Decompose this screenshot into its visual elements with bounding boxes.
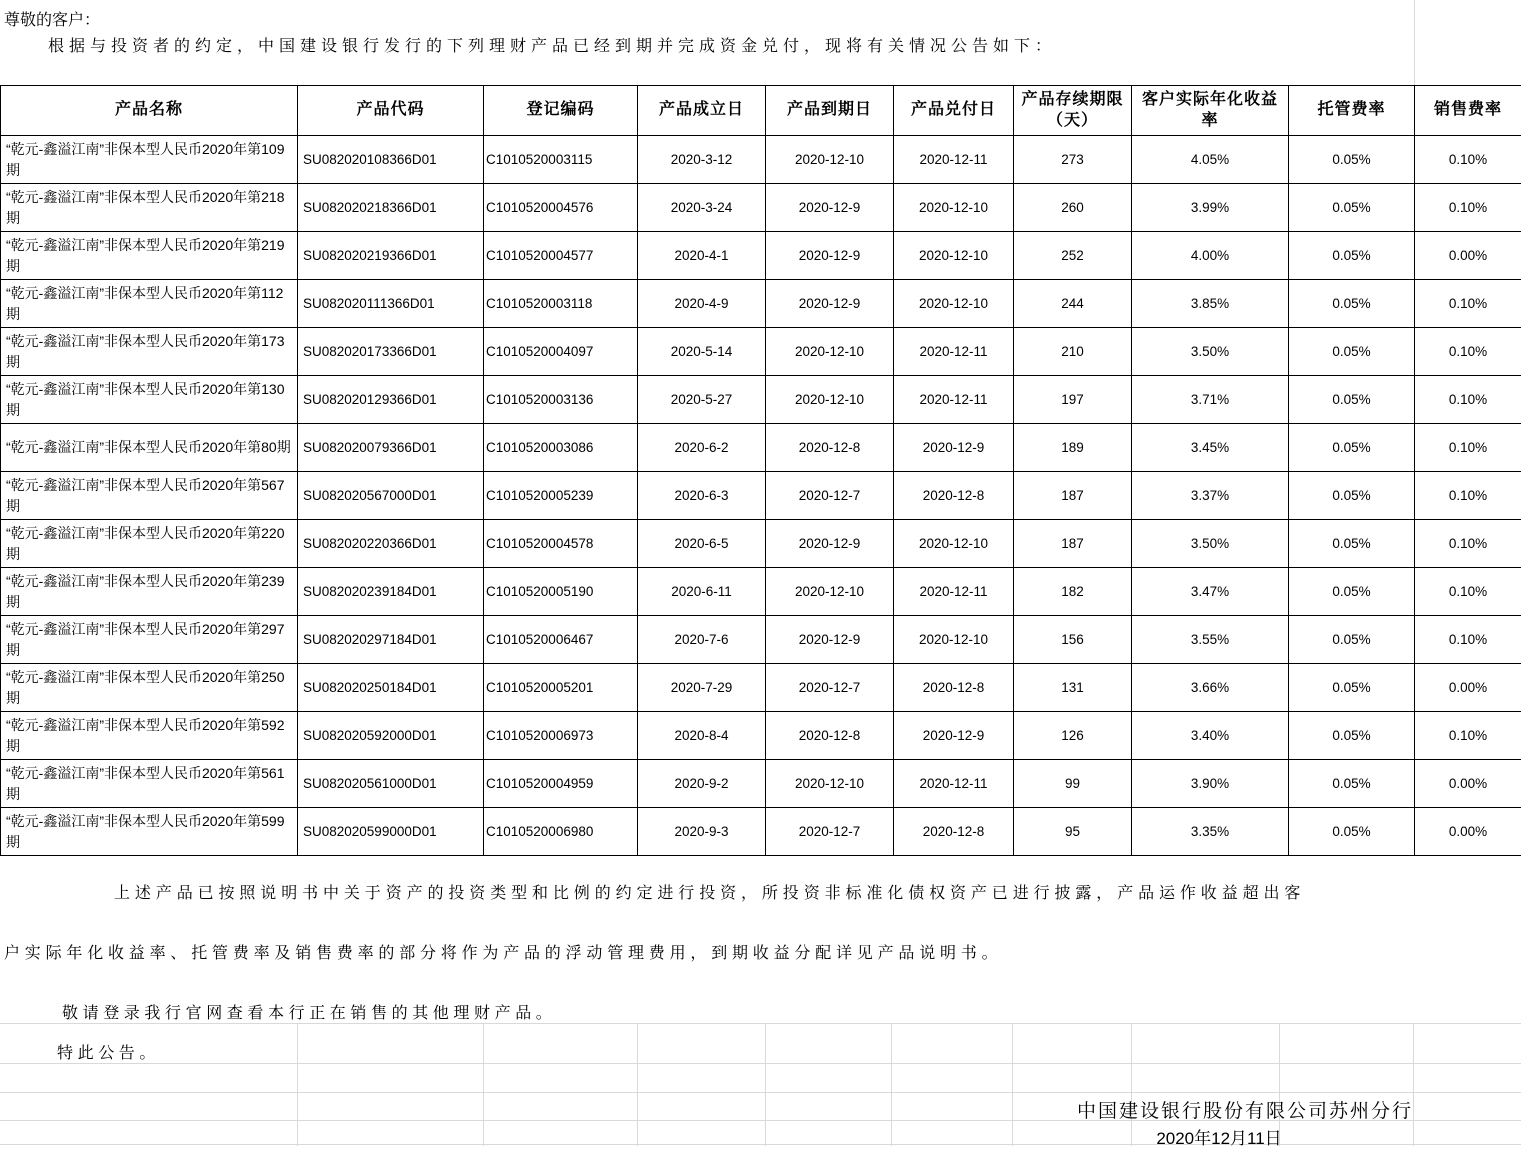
table-cell: C1010520006980 xyxy=(484,808,638,856)
table-cell: 2020-4-9 xyxy=(638,280,766,328)
table-cell: 2020-12-11 xyxy=(894,136,1014,184)
table-cell: 3.50% xyxy=(1132,328,1289,376)
table-cell: 0.10% xyxy=(1415,376,1521,424)
table-cell: 2020-12-9 xyxy=(766,232,894,280)
table-cell: 2020-12-10 xyxy=(894,616,1014,664)
table-cell: 2020-12-11 xyxy=(894,760,1014,808)
column-header: 产品名称 xyxy=(1,86,298,136)
table-row xyxy=(1,760,1521,808)
table-cell: 2020-12-10 xyxy=(766,376,894,424)
table-cell: 182 xyxy=(1014,568,1132,616)
table-cell: 2020-12-10 xyxy=(766,760,894,808)
table-cell: 0.05% xyxy=(1289,376,1415,424)
table-cell: 187 xyxy=(1014,520,1132,568)
gridline xyxy=(1414,0,1415,85)
gridline xyxy=(891,1023,892,1146)
table-cell: 0.10% xyxy=(1415,424,1521,472)
table-cell: SU082020219366D01 xyxy=(298,232,484,280)
table-cell: 2020-12-11 xyxy=(894,328,1014,376)
login-note: 敬请登录我行官网查看本行正在销售的其他理财产品。 xyxy=(62,1000,556,1023)
table-cell: 0.10% xyxy=(1415,472,1521,520)
intro-body: 根据与投资者的约定，中国建设银行发行的下列理财产品已经到期并完成资金兑付，现将有关情况公告如下： xyxy=(48,33,1056,56)
table-cell: 3.99% xyxy=(1132,184,1289,232)
table-cell: “乾元-鑫溢江南”非保本型人民币2020年第599期 xyxy=(1,808,298,856)
table-cell: 0.05% xyxy=(1289,616,1415,664)
table-cell: 187 xyxy=(1014,472,1132,520)
table-cell: 131 xyxy=(1014,664,1132,712)
gridline xyxy=(637,1023,638,1146)
table-cell: C1010520006467 xyxy=(484,616,638,664)
table-cell: 0.10% xyxy=(1415,328,1521,376)
gridline xyxy=(765,1023,766,1146)
table-row xyxy=(1,280,1521,328)
table-cell: 2020-12-10 xyxy=(894,232,1014,280)
table-cell: 2020-12-10 xyxy=(766,568,894,616)
table-cell: 2020-12-9 xyxy=(766,280,894,328)
table-cell: 0.05% xyxy=(1289,184,1415,232)
table-cell: 273 xyxy=(1014,136,1132,184)
table-cell: 95 xyxy=(1014,808,1132,856)
table-cell: 3.85% xyxy=(1132,280,1289,328)
table-cell: 0.10% xyxy=(1415,184,1521,232)
table-row xyxy=(1,808,1521,856)
table-cell: 2020-3-24 xyxy=(638,184,766,232)
column-header: 产品代码 xyxy=(298,86,484,136)
gridline xyxy=(1413,1023,1414,1146)
table-cell: 2020-7-6 xyxy=(638,616,766,664)
table-cell: 2020-9-3 xyxy=(638,808,766,856)
table-cell: 0.05% xyxy=(1289,424,1415,472)
table-cell: 2020-12-7 xyxy=(766,472,894,520)
table-row xyxy=(1,712,1521,760)
table-cell: 3.71% xyxy=(1132,376,1289,424)
table-cell: 2020-8-4 xyxy=(638,712,766,760)
table-cell: 2020-12-10 xyxy=(894,280,1014,328)
table-cell: C1010520006973 xyxy=(484,712,638,760)
table-cell: SU082020239184D01 xyxy=(298,568,484,616)
table-cell: C1010520005239 xyxy=(484,472,638,520)
signature: 中国建设银行股份有限公司苏州分行 xyxy=(1076,1096,1414,1123)
table-cell: “乾元-鑫溢江南”非保本型人民币2020年第219期 xyxy=(1,232,298,280)
table-cell: 0.10% xyxy=(1415,136,1521,184)
table-cell: SU082020297184D01 xyxy=(298,616,484,664)
table-cell: SU082020561000D01 xyxy=(298,760,484,808)
column-header: 客户实际年化收益率 xyxy=(1132,86,1289,136)
table-cell: 2020-12-11 xyxy=(894,376,1014,424)
table-cell: “乾元-鑫溢江南”非保本型人民币2020年第297期 xyxy=(1,616,298,664)
table-cell: 0.05% xyxy=(1289,328,1415,376)
table-cell: 252 xyxy=(1014,232,1132,280)
table-row xyxy=(1,472,1521,520)
table-cell: 244 xyxy=(1014,280,1132,328)
table-cell: 0.05% xyxy=(1289,520,1415,568)
table-cell: 2020-7-29 xyxy=(638,664,766,712)
table-cell: “乾元-鑫溢江南”非保本型人民币2020年第561期 xyxy=(1,760,298,808)
table-cell: SU082020173366D01 xyxy=(298,328,484,376)
column-header: 登记编码 xyxy=(484,86,638,136)
table-cell: 3.40% xyxy=(1132,712,1289,760)
table-cell: 156 xyxy=(1014,616,1132,664)
table-cell: 0.00% xyxy=(1415,664,1521,712)
column-header: 销售费率 xyxy=(1415,86,1521,136)
table-cell: 3.45% xyxy=(1132,424,1289,472)
table-cell: 197 xyxy=(1014,376,1132,424)
table-cell: 0.05% xyxy=(1289,808,1415,856)
table-cell: C1010520004097 xyxy=(484,328,638,376)
table-cell: SU082020599000D01 xyxy=(298,808,484,856)
table-cell: 0.10% xyxy=(1415,616,1521,664)
table-cell: 2020-12-10 xyxy=(766,328,894,376)
table-cell: 0.05% xyxy=(1289,472,1415,520)
table-row xyxy=(1,520,1521,568)
table-row xyxy=(1,376,1521,424)
table-cell: C1010520003115 xyxy=(484,136,638,184)
table-cell: 0.05% xyxy=(1289,232,1415,280)
table-cell: C1010520005201 xyxy=(484,664,638,712)
table-row xyxy=(1,184,1521,232)
table-cell: 2020-12-9 xyxy=(766,616,894,664)
table-cell: “乾元-鑫溢江南”非保本型人民币2020年第109期 xyxy=(1,136,298,184)
table-cell: 260 xyxy=(1014,184,1132,232)
table-row xyxy=(1,664,1521,712)
table-cell: 2020-12-9 xyxy=(894,424,1014,472)
table-cell: 0.00% xyxy=(1415,232,1521,280)
table-cell: SU082020567000D01 xyxy=(298,472,484,520)
table-cell: 4.00% xyxy=(1132,232,1289,280)
table-cell: 189 xyxy=(1014,424,1132,472)
table-cell: 4.05% xyxy=(1132,136,1289,184)
table-cell: 2020-12-11 xyxy=(894,568,1014,616)
table-cell: 0.05% xyxy=(1289,568,1415,616)
table-row xyxy=(1,136,1521,184)
table-cell: 2020-5-27 xyxy=(638,376,766,424)
table-cell: 0.05% xyxy=(1289,664,1415,712)
table-cell: 2020-12-10 xyxy=(894,184,1014,232)
table-cell: 2020-6-2 xyxy=(638,424,766,472)
table-cell: 0.00% xyxy=(1415,808,1521,856)
table-cell: 2020-3-12 xyxy=(638,136,766,184)
table-cell: “乾元-鑫溢江南”非保本型人民币2020年第220期 xyxy=(1,520,298,568)
table-cell: C1010520003086 xyxy=(484,424,638,472)
table-cell: SU082020250184D01 xyxy=(298,664,484,712)
table-cell: 0.05% xyxy=(1289,136,1415,184)
table-cell: C1010520004959 xyxy=(484,760,638,808)
table-cell: SU082020079366D01 xyxy=(298,424,484,472)
table-cell: 2020-12-10 xyxy=(766,136,894,184)
table-cell: “乾元-鑫溢江南”非保本型人民币2020年第567期 xyxy=(1,472,298,520)
table-cell: SU082020129366D01 xyxy=(298,376,484,424)
table-cell: C1010520003118 xyxy=(484,280,638,328)
table-cell: 0.00% xyxy=(1415,760,1521,808)
table-cell: 126 xyxy=(1014,712,1132,760)
table-cell: 0.05% xyxy=(1289,280,1415,328)
column-header: 产品到期日 xyxy=(766,86,894,136)
table-row xyxy=(1,232,1521,280)
table-cell: “乾元-鑫溢江南”非保本型人民币2020年第239期 xyxy=(1,568,298,616)
table-cell: 0.10% xyxy=(1415,280,1521,328)
table-row xyxy=(1,568,1521,616)
gridline xyxy=(483,1023,484,1146)
table-cell: 3.66% xyxy=(1132,664,1289,712)
gridline xyxy=(297,1023,298,1146)
table-cell: 0.10% xyxy=(1415,712,1521,760)
table-cell: C1010520005190 xyxy=(484,568,638,616)
table-cell: “乾元-鑫溢江南”非保本型人民币2020年第250期 xyxy=(1,664,298,712)
table-cell: 2020-12-8 xyxy=(894,808,1014,856)
table-row xyxy=(1,616,1521,664)
footer-paragraph-line1: 上述产品已按照说明书中关于资产的投资类型和比例的约定进行投资，所投资非标准化债权资产已进行披露，产品运作收益超出客 xyxy=(114,880,1305,903)
table-cell: 2020-6-3 xyxy=(638,472,766,520)
table-cell: 2020-9-2 xyxy=(638,760,766,808)
table-cell: 2020-12-9 xyxy=(894,712,1014,760)
intro-salutation: 尊敬的客户： xyxy=(4,7,100,30)
column-header: 产品存续期限（天） xyxy=(1014,86,1132,136)
table-cell: 2020-12-7 xyxy=(766,664,894,712)
gridline xyxy=(0,1092,1521,1093)
column-header: 产品兑付日 xyxy=(894,86,1014,136)
table-cell: 2020-5-14 xyxy=(638,328,766,376)
column-header: 产品成立日 xyxy=(638,86,766,136)
footer-paragraph-line2: 户实际年化收益率、托管费率及销售费率的部分将作为产品的浮动管理费用，到期收益分配详见产品说明书。 xyxy=(4,940,1002,963)
table-cell: C1010520004576 xyxy=(484,184,638,232)
signature-date: 2020年12月11日 xyxy=(1050,1124,1388,1149)
table-cell: 210 xyxy=(1014,328,1132,376)
closing-note: 特此公告。 xyxy=(57,1040,160,1063)
table-cell: 2020-12-8 xyxy=(766,712,894,760)
table-cell: C1010520004577 xyxy=(484,232,638,280)
table-cell: 2020-12-8 xyxy=(894,664,1014,712)
table-cell: 3.35% xyxy=(1132,808,1289,856)
table-cell: “乾元-鑫溢江南”非保本型人民币2020年第592期 xyxy=(1,712,298,760)
table-cell: 0.05% xyxy=(1289,712,1415,760)
table-cell: 0.10% xyxy=(1415,520,1521,568)
table-row xyxy=(1,328,1521,376)
products-table xyxy=(0,85,1521,856)
table-cell: C1010520004578 xyxy=(484,520,638,568)
table-cell: 3.47% xyxy=(1132,568,1289,616)
table-cell: 2020-12-8 xyxy=(894,472,1014,520)
table-cell: 3.90% xyxy=(1132,760,1289,808)
table-cell: “乾元-鑫溢江南”非保本型人民币2020年第173期 xyxy=(1,328,298,376)
table-cell: SU082020592000D01 xyxy=(298,712,484,760)
table-cell: SU082020220366D01 xyxy=(298,520,484,568)
table-cell: 0.05% xyxy=(1289,760,1415,808)
table-row xyxy=(1,424,1521,472)
table-cell: “乾元-鑫溢江南”非保本型人民币2020年第112期 xyxy=(1,280,298,328)
table-cell: 0.10% xyxy=(1415,568,1521,616)
table-cell: 99 xyxy=(1014,760,1132,808)
table-cell: SU082020108366D01 xyxy=(298,136,484,184)
gridline xyxy=(0,1023,1521,1024)
table-cell: 2020-6-11 xyxy=(638,568,766,616)
table-cell: 3.50% xyxy=(1132,520,1289,568)
table-cell: 3.37% xyxy=(1132,472,1289,520)
table-cell: SU082020218366D01 xyxy=(298,184,484,232)
table-header-row xyxy=(1,86,1521,136)
table-cell: “乾元-鑫溢江南”非保本型人民币2020年第218期 xyxy=(1,184,298,232)
table-cell: C1010520003136 xyxy=(484,376,638,424)
column-header: 托管费率 xyxy=(1289,86,1415,136)
table-cell: 2020-12-7 xyxy=(766,808,894,856)
table-cell: 2020-12-9 xyxy=(766,184,894,232)
table-body xyxy=(1,136,1521,856)
table-cell: 2020-12-9 xyxy=(766,520,894,568)
table-cell: 3.55% xyxy=(1132,616,1289,664)
table-cell: 2020-12-10 xyxy=(894,520,1014,568)
table-cell: “乾元-鑫溢江南”非保本型人民币2020年第80期 xyxy=(1,424,298,472)
gridline xyxy=(1012,1023,1013,1146)
table-cell: SU082020111366D01 xyxy=(298,280,484,328)
table-cell: “乾元-鑫溢江南”非保本型人民币2020年第130期 xyxy=(1,376,298,424)
table-cell: 2020-12-8 xyxy=(766,424,894,472)
table-cell: 2020-6-5 xyxy=(638,520,766,568)
gridline xyxy=(0,1063,1521,1064)
table-cell: 2020-4-1 xyxy=(638,232,766,280)
